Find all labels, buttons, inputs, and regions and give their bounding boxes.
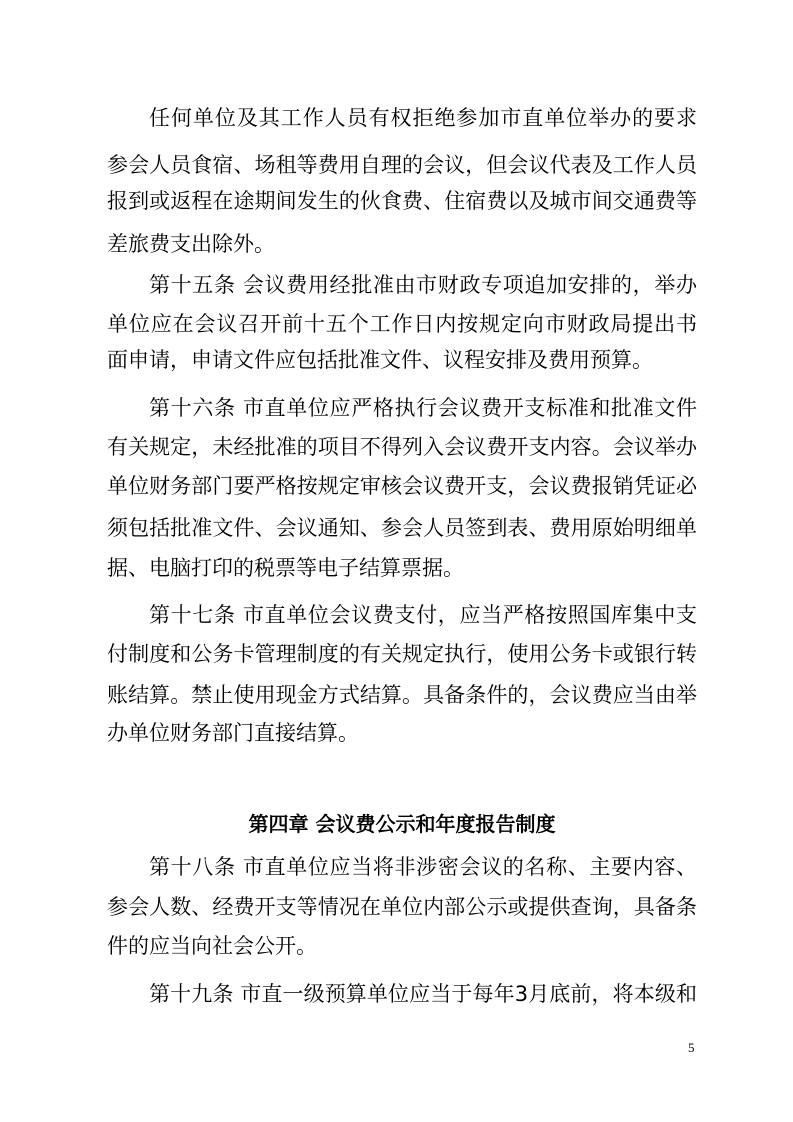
paragraph-line: 办单位财务部门直接结算。: [107, 721, 359, 745]
paragraph-line: 参会人员食宿、场租等费用自理的会议，但会议代表及工作人员: [107, 153, 697, 177]
paragraph-line: 单位财务部门要严格按规定审核会议费开支，会议费报销凭证必: [107, 474, 697, 498]
chapter-heading: 第四章 会议费公示和年度报告制度: [248, 812, 556, 836]
article-17-line: 第十七条 市直单位会议费支付，应当严格按照国库集中支: [149, 603, 697, 627]
paragraph-line: 参会人数、经费开支等情况在单位内部公示或提供查询，具备条: [107, 895, 697, 919]
paragraph-line: 单位应在会议召开前十五个工作日内按规定向市财政局提出书: [107, 312, 697, 336]
article-19-line: 第十九条 市直一级预算单位应当于每年3月底前，将本级和: [149, 982, 697, 1006]
article-18-line: 第十八条 市直单位应当将非涉密会议的名称、主要内容、: [149, 855, 697, 879]
article-16-line: 第十六条 市直单位应严格执行会议费开支标准和批准文件: [149, 396, 697, 420]
paragraph-line: 差旅费支出除外。: [107, 232, 275, 256]
paragraph-line: 任何单位及其工作人员有权拒绝参加市直单位举办的要求: [149, 106, 697, 130]
paragraph-line: 据、电脑打印的税票等电子结算票据。: [107, 556, 464, 580]
paragraph-line: 报到或返程在途期间发生的伙食费、住宿费以及城市间交通费等: [107, 189, 697, 213]
paragraph-line: 账结算。禁止使用现金方式结算。具备条件的，会议费应当由举: [107, 683, 697, 707]
paragraph-line: 付制度和公务卡管理制度的有关规定执行，使用公务卡或银行转: [107, 642, 697, 666]
paragraph-line: 须包括批准文件、会议通知、参会人员签到表、费用原始明细单: [107, 516, 697, 540]
page-number: 5: [688, 1040, 695, 1055]
paragraph-line: 件的应当向社会公开。: [107, 934, 317, 958]
paragraph-line: 面申请，申请文件应包括批准文件、议程安排及费用预算。: [107, 348, 653, 372]
paragraph-line: 有关规定，未经批准的项目不得列入会议费开支内容。会议举办: [107, 435, 697, 459]
article-15-line: 第十五条 会议费用经批准由市财政专项追加安排的，举办: [149, 273, 697, 297]
